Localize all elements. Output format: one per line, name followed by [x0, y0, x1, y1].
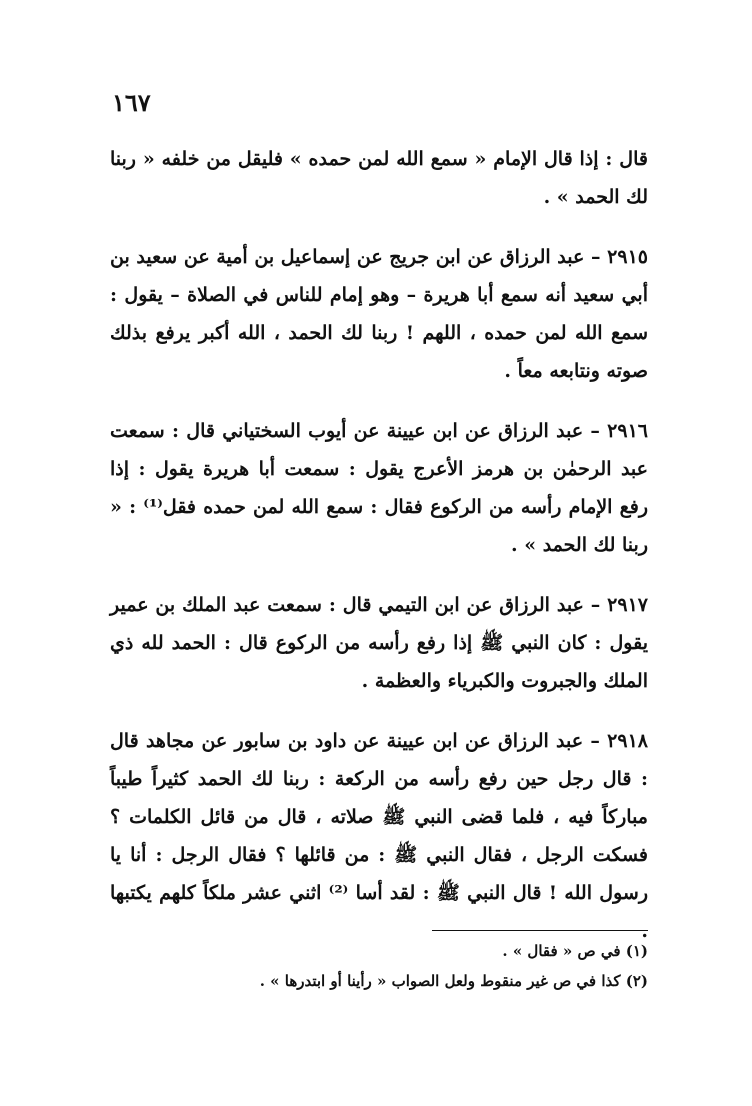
- paragraph-gap: [110, 390, 648, 412]
- footnotes: [110, 936, 648, 996]
- paragraph-gap: [110, 700, 648, 722]
- paragraph-gap: [110, 216, 648, 238]
- hadith-2918: ٢٩١٨ – عبد الرزاق عن ابن عيينة عن داود بن سابور عن مجاهد قال : قال رجل حين رفع رأسه من الركعة : ربنا لك الحمد كثيراً طيباً مباركاً فيه ، فلما قضى النبي ﷺ صلاته ، قال من قائل الكلمات ؟ فسكت الرجل ، فقال النبي ﷺ : من قائلها ؟ فقال الرجل : أنا يا رسول الله ! قال النبي ﷺ : لقد أسا ⁽²⁾ اثني عشر ملكاً كلهم يكتبها .: [110, 730, 648, 942]
- footnote-divider: [432, 930, 648, 931]
- hadith-2917: ٢٩١٧ – عبد الرزاق عن ابن التيمي قال : سمعت عبد الملك بن عمير يقول : كان النبي ﷺ إذا رفع رأسه من الركوع قال : الحمد لله ذي الملك والجبروت والكبرياء والعظمة .: [110, 594, 648, 692]
- footnote-2: (٢) كذا في ص غير منقوط ولعل الصواب « رأينا أو ابتدرها » .: [259, 972, 648, 990]
- main-text: [110, 140, 648, 950]
- footnote-1: (١) في ص « فقال » .: [502, 942, 648, 960]
- paragraph-intro: قال : إذا قال الإمام « سمع الله لمن حمده » فليقل من خلفه « ربنا لك الحمد » .: [110, 148, 648, 208]
- hadith-2915: ٢٩١٥ – عبد الرزاق عن ابن جريج عن إسماعيل بن أمية عن سعيد بن أبي سعيد أنه سمع أبا هريرة – وهو إمام للناس في الصلاة – يقول : سمع الله لمن حمده ، اللهم ! ربنا لك الحمد ، الله أكبر يرفع بذلك صوته ونتابعه معاً .: [110, 246, 648, 382]
- hadith-2916: ٢٩١٦ – عبد الرزاق عن ابن عيينة عن أيوب السختياني قال : سمعت عبد الرحمٰن بن هرمز الأعرج يقول : سمعت أبا هريرة يقول : إذا رفع الإمام رأسه من الركوع فقال : سمع الله لمن حمده فقل⁽¹⁾ : « ربنا لك الحمد » .: [110, 420, 648, 556]
- page-number: ١٦٧: [112, 88, 151, 117]
- paragraph-gap: [110, 564, 648, 586]
